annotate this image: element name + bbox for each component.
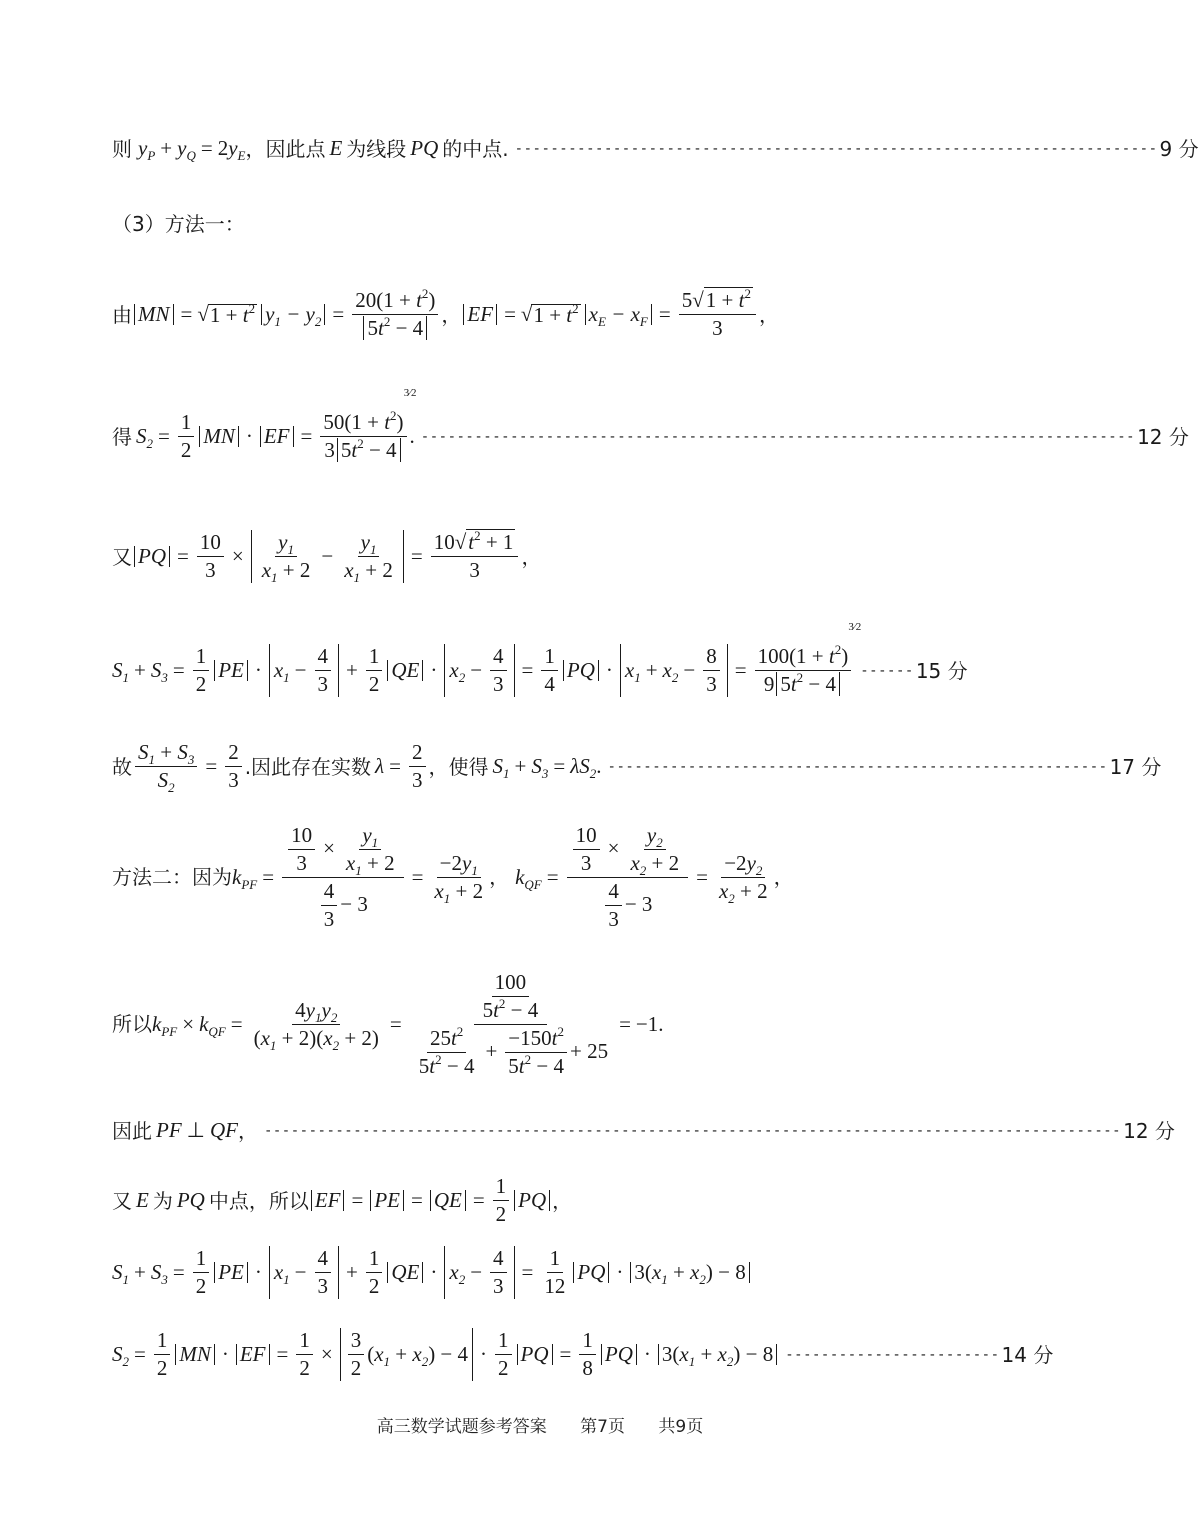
line-s1-plus-s3: $S_1$ + $S_3$ = $\frac{1}{2}$ PE · $x_1$ − $\frac{4}{3}$ + $\frac{1}{2}$ QE · $x_2$ − $\frac{4}{3}$ = $\frac{1}{4}$ PQ · $x_1$ + $x_2$ − $\frac{8}{3}$ = $100(1 + t^2)$ 3⁄2 9 $5t^2 - 4$ ------ 15 分 xyxy=(112,621,968,696)
dotted-leader: ------------------------ xyxy=(785,1346,1000,1363)
method-one-heading: （3）方法一： xyxy=(112,212,245,236)
line-s1-plus-s3-method2: $S_1$ + $S_3$ = $\frac{1}{2}$ PE · $x_1$ − $\frac{4}{3}$ + $\frac{1}{2}$ QE · $x_2$ − $\frac{4}{3}$ = $\frac{1}{12}$ PQ · $3(x_1 + x_2) - 8$ xyxy=(112,1246,932,1299)
dotted-leader: ------------------------------------------------------------------------------------------------ xyxy=(263,1122,1122,1139)
footer-total-pages: 共9页 xyxy=(658,1417,704,1437)
score-mark: 15 分 xyxy=(915,658,968,683)
dotted-leader: -------------------------------------------------------------------------------- xyxy=(420,428,1136,445)
footer-page-number: 第7页 xyxy=(580,1417,625,1437)
line-pq-length: 又 PQ = $\frac{10}{3}$ × $\frac{y_1}{x_1 + 2}$ − $\frac{y_1}{x_1 + 2}$ = $\frac{10√t^2 + 1}{3}$ ， xyxy=(112,528,542,585)
line-s2-area: 得 $S_2$ = $\frac{1}{2}$ MN · EF = $50(1 + t^2)$ 3⁄2 3 $5t^2 - 4$ . -------------------------------------------------------------------------------- 12 分 xyxy=(112,387,1189,462)
line-slope-product: 所以 $k_{PF}$ × $k_{QF}$ = $\frac{4y_1y_2}{(x_1 + 2)(x_2 + 2)}$ = $\frac{100}{5t^2 - 4}$ $\frac{25t^2}{5t^2 - 4}$ + $\frac{-150t^2}{5t^2 - 4}$ + 25 = −1 . xyxy=(112,969,664,1078)
line-lambda-conclusion: 故 $\frac{S_1 + S_3}{S_2}$ = $\frac{2}{3}$ .因此存在实数 λ = $\frac{2}{3}$ ，使得 $S_1$ + $S_3$ = $\lambda S_2$ . -------------------------------------------------------- 17 分 xyxy=(112,740,1162,795)
line-midpoint-conclusion: 则 $y_P$ + $y_Q$ = 2 $y_E$ ，因此点 E 为线段 PQ 的中点. ------------------------------------------------------------------------ 9 分 xyxy=(112,136,1199,163)
dotted-leader: -------------------------------------------------------- xyxy=(607,758,1108,775)
line-method-two-slopes: 方法二：因为 $k_{PF}$ = $\frac{10}{3}$ × $\frac{y_1}{x_1 + 2}$ $\frac{4}{3}$ − 3 = $\frac{-2y_1}{x_1 + 2}$ ， $k_{QF}$ = $\frac{10}{3}$ × $\frac{y_2}{x_2 + 2}$ $\frac{4}{3}$ − 3 = $\frac{-2y_2}{x_2 + 2}$ ， xyxy=(112,822,794,931)
line-mn-ef-lengths: 由 MN = √ $1 + t^2$ $y_1 - y_2$ = $\frac{20(1 + t^2)}{5t^2 - 4}$ ， EF = √ $1 + t^2$ $x_E - x_F$ = $\frac{5√1 + t^2}{3}$ ， xyxy=(112,286,779,340)
score-mark: 17 分 xyxy=(1109,754,1162,779)
footer-title: 高三数学试题参考答案 xyxy=(376,1417,547,1437)
dotted-leader: ------------------------------------------------------------------------ xyxy=(514,140,1158,157)
score-mark: 12 分 xyxy=(1137,424,1189,449)
score-mark: 12 分 xyxy=(1123,1118,1175,1143)
page-footer xyxy=(0,1412,1080,1437)
line-e-midpoint: 又 E 为 PQ 中点，所以 EF = PE = QE = $\frac{1}{2}$ PQ ， xyxy=(112,1174,573,1226)
score-mark: 9 分 xyxy=(1159,136,1199,161)
line-perpendicular: 因此 PF ⊥ QF ， ------------------------------------------------------------------------------------------------ 12 分 xyxy=(112,1118,1175,1143)
score-mark: 14 分 xyxy=(1001,1342,1054,1367)
line-s2-method2: $S_2$ = $\frac{1}{2}$ MN · EF = $\frac{1}{2}$ × $\frac{3}{2}$ $(x_1 + x_2) - 4$ · $\frac{1}{2}$ PQ = $\frac{1}{8}$ PQ · $3(x_1 + x_2) - 8$ ------------------------ 14 分 xyxy=(112,1328,1054,1380)
dotted-leader: ------ xyxy=(860,662,914,679)
